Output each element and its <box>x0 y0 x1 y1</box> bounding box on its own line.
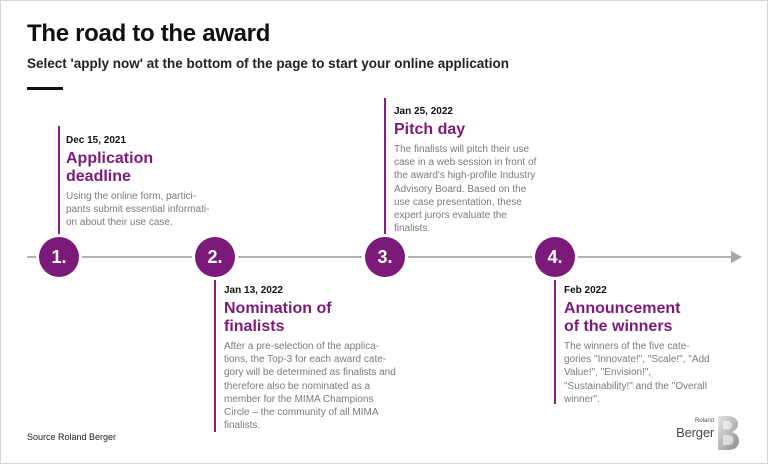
timeline-arrowhead-icon <box>731 251 742 263</box>
step-3-title: Pitch day <box>394 121 466 138</box>
step-1-marker: 1. <box>39 237 79 277</box>
step-2-marker: 2. <box>195 237 235 277</box>
step-2-date: Jan 13, 2022 <box>224 285 283 296</box>
step-1-title: Application deadline <box>66 150 154 185</box>
step-3 <box>394 106 544 235</box>
step-1-description: Using the online form, partici- pants submit essential informati- on about their use case. <box>66 191 210 229</box>
source-note: Source Roland Berger <box>27 432 117 442</box>
step-2-description: After a pre-selection of the applica- tions, the Top-3 for each award cate- gory will be determined as finalists and therefore also be nominated as a member for the MIMA Champions Circle – the community of all MIMA finalists. <box>224 341 396 432</box>
step-1-connector <box>58 126 60 238</box>
step-3-connector <box>384 98 386 238</box>
logo-text-small: Roland <box>694 418 714 424</box>
step-3-description: The finalists will pitch their use case in a web session in front of the award's high-profile Industry Advisory Board. Based on the use case presentation, these expert jurors evaluate the finalists. <box>394 144 537 235</box>
step-3-marker: 3. <box>365 237 405 277</box>
page-subtitle: Select 'apply now' at the bottom of the page to start your online application <box>27 56 509 71</box>
step-4-description: The winners of the five cate- gories "Innovate!", "Scale!", "Add Value!", "Envision!", "Sustainability!" and the "Overall winner". <box>564 341 710 405</box>
page-title: The road to the award <box>27 20 271 47</box>
step-4-date: Feb 2022 <box>564 285 607 296</box>
step-3-date: Jan 25, 2022 <box>394 106 453 117</box>
step-4-title: Announcement of the winners <box>564 300 681 335</box>
logo-b-mark-icon <box>716 415 740 451</box>
step-1 <box>66 135 216 230</box>
step-4-connector <box>554 276 556 404</box>
step-1-date: Dec 15, 2021 <box>66 135 127 146</box>
logo-text-big: Berger <box>676 425 714 440</box>
title-underline <box>27 87 63 90</box>
roland-berger-logo <box>668 415 740 451</box>
step-4 <box>564 285 714 406</box>
step-4-marker: 4. <box>535 237 575 277</box>
step-2 <box>224 285 396 432</box>
step-2-title: Nomination of finalists <box>224 300 332 335</box>
step-2-connector <box>214 276 216 432</box>
